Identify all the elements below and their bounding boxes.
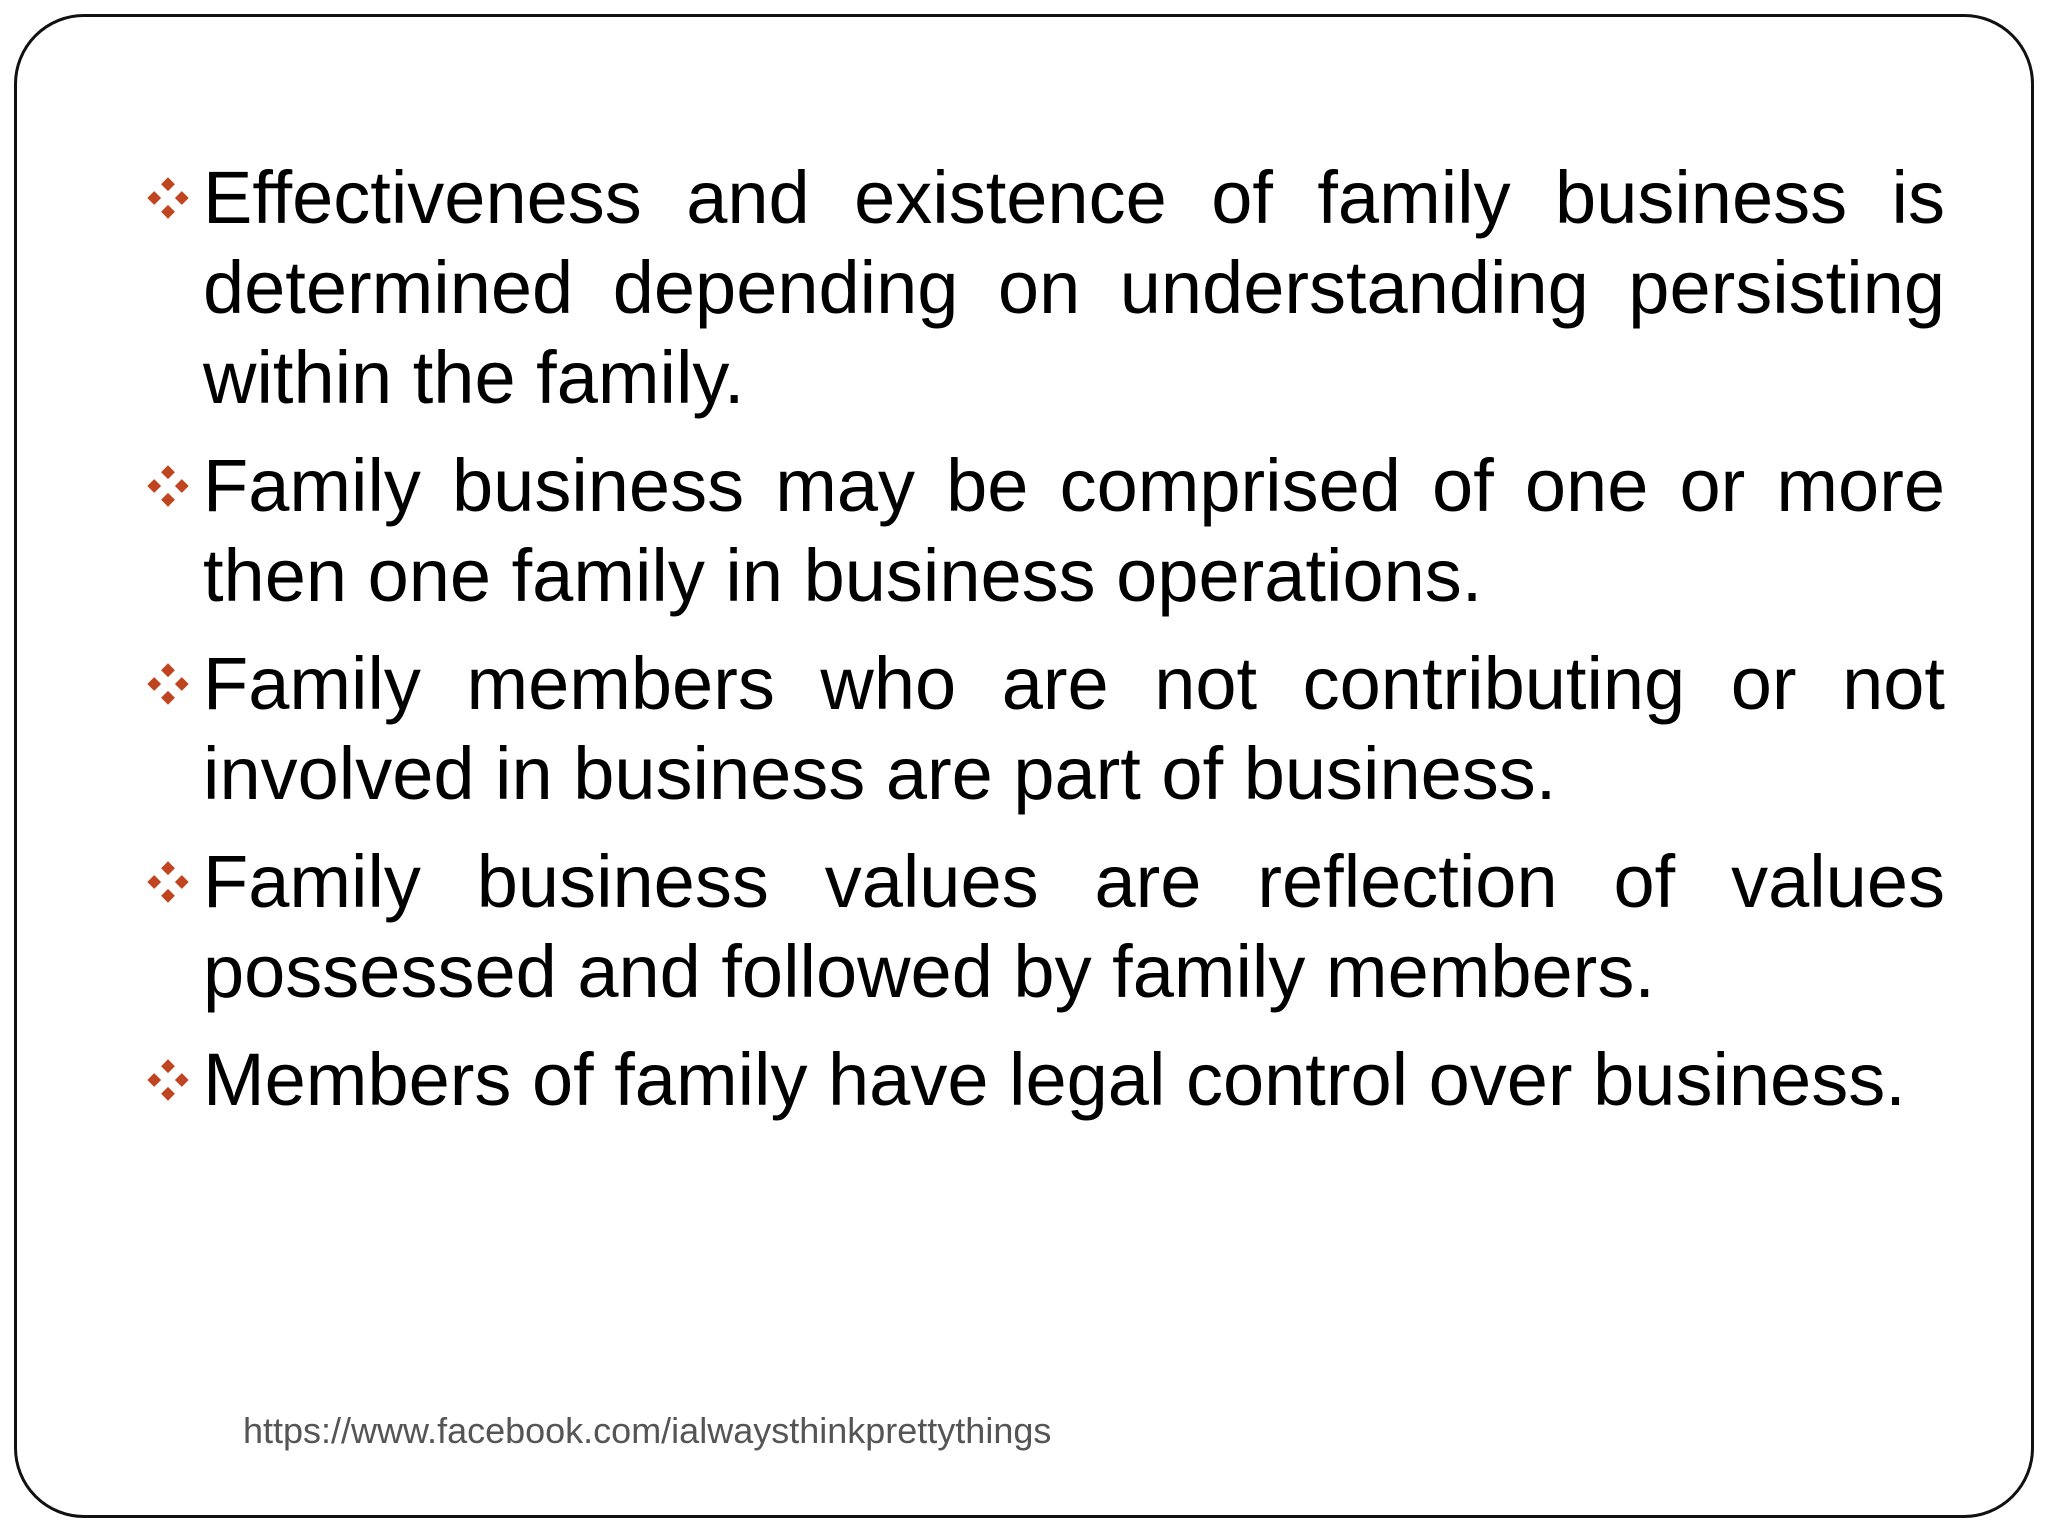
- slide-frame: [14, 14, 2034, 1518]
- bullet-list: [145, 153, 1945, 1143]
- list-item: [145, 639, 1945, 819]
- bullet-text: Family business values are reflection of values possessed and followed by family members.: [203, 840, 1945, 1013]
- four-diamond-bullet-icon: [145, 837, 203, 927]
- list-item: [145, 441, 1945, 621]
- bullet-text: Family members who are not contributing or not involved in business are part of business.: [203, 642, 1945, 815]
- list-item: [145, 153, 1945, 423]
- bullet-text: Family business may be comprised of one or more then one family in business operations.: [203, 444, 1945, 617]
- bullet-text: Members of family have legal control over business.: [203, 1038, 1906, 1121]
- four-diamond-bullet-icon: [145, 1035, 203, 1125]
- four-diamond-bullet-icon: [145, 441, 203, 531]
- four-diamond-bullet-icon: [145, 153, 203, 243]
- bullet-text: Effectiveness and existence of family business is determined depending on understanding persisting within the family.: [203, 156, 1945, 419]
- footer-link[interactable]: https://www.facebook.com/ialwaysthinkprettythings: [243, 1410, 1052, 1451]
- four-diamond-bullet-icon: [145, 639, 203, 729]
- list-item: [145, 837, 1945, 1017]
- list-item: [145, 1035, 1945, 1125]
